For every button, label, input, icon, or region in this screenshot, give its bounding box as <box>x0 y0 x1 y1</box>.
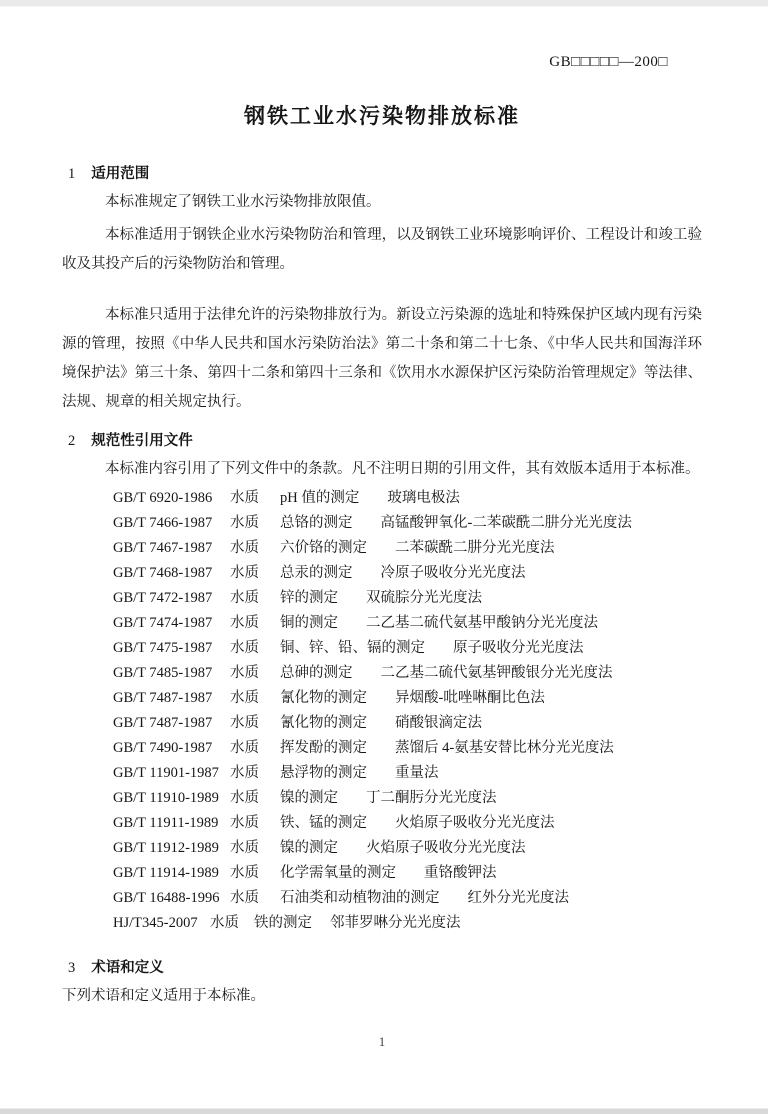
section-3-number: 3 <box>68 960 76 976</box>
reference-medium: 水质 <box>230 815 259 831</box>
reference-row <box>113 536 702 561</box>
reference-row <box>113 661 702 686</box>
reference-code: GB/T 7487-1987 <box>113 715 213 731</box>
standard-number: GB□□□□□—200□ <box>549 54 668 70</box>
reference-row <box>113 636 702 661</box>
reference-row <box>113 511 702 536</box>
reference-row <box>113 786 702 811</box>
reference-method: 丁二酮肟分光光度法 <box>366 790 497 806</box>
reference-code: GB/T 7490-1987 <box>113 740 213 756</box>
reference-code: GB/T 7468-1987 <box>113 565 213 581</box>
page-title: 钢铁工业水污染物排放标准 <box>244 105 520 128</box>
reference-code: GB/T 7474-1987 <box>113 615 213 631</box>
reference-method: 重量法 <box>395 765 439 781</box>
reference-row <box>113 861 702 886</box>
reference-row <box>113 611 702 636</box>
reference-code: HJ/T345-2007 <box>113 915 198 931</box>
reference-code: GB/T 11910-1989 <box>113 790 219 806</box>
reference-item: 石油类和动植物油的测定 <box>280 890 440 906</box>
reference-item: 氰化物的测定 <box>280 690 367 706</box>
reference-item: 挥发酚的测定 <box>280 740 367 756</box>
reference-medium: 水质 <box>230 515 259 531</box>
reference-method: 火焰原子吸收分光光度法 <box>366 840 526 856</box>
reference-method: 原子吸收分光光度法 <box>453 640 584 656</box>
reference-item: 镍的测定 <box>280 790 338 806</box>
reference-row <box>113 586 702 611</box>
reference-code: GB/T 7485-1987 <box>113 665 213 681</box>
reference-item: pH 值的测定 <box>280 490 360 506</box>
reference-code: GB/T 11912-1989 <box>113 840 219 856</box>
reference-row <box>113 711 702 736</box>
reference-item: 铁、锰的测定 <box>280 815 367 831</box>
reference-method: 冷原子吸收分光光度法 <box>380 565 526 581</box>
reference-medium: 水质 <box>230 790 259 806</box>
reference-method: 二苯碳酰二肼分光光度法 <box>395 540 555 556</box>
reference-row <box>113 811 702 836</box>
reference-method: 火焰原子吸收分光光度法 <box>395 815 555 831</box>
paragraph-scope-2: 本标准适用于钢铁企业水污染物防治和管理，以及钢铁工业环境影响评价、工程设计和竣工验收及其投产后的污染物防治和管理。 <box>62 227 702 272</box>
reference-medium: 水质 <box>230 490 259 506</box>
reference-item: 六价铬的测定 <box>280 540 367 556</box>
reference-item: 氰化物的测定 <box>280 715 367 731</box>
reference-list <box>62 486 702 936</box>
reference-method: 二乙基二硫代氨基钾酸银分光光度法 <box>380 665 613 681</box>
page-edge-top <box>0 0 768 7</box>
page-number: 1 <box>378 1035 386 1049</box>
reference-method: 红外分光光度法 <box>467 890 569 906</box>
reference-code: GB/T 16488-1996 <box>113 890 220 906</box>
reference-code: GB/T 7467-1987 <box>113 540 213 556</box>
section-3-heading <box>62 958 702 978</box>
reference-medium: 水质 <box>230 540 259 556</box>
section-3-title: 术语和定义 <box>91 960 164 976</box>
reference-method: 二乙基二硫代氨基甲酸钠分光光度法 <box>366 615 598 631</box>
reference-medium: 水质 <box>230 765 259 781</box>
paragraph-references-intro: 本标准内容引用了下列文件中的条款。凡不注明日期的引用文件，其有效版本适用于本标准。 <box>105 461 700 477</box>
section-1-title: 适用范围 <box>91 166 150 182</box>
reference-item: 锌的测定 <box>280 590 338 606</box>
reference-item: 铜的测定 <box>280 615 338 631</box>
section-2-title: 规范性引用文件 <box>91 433 193 449</box>
section-1-heading <box>62 164 702 184</box>
paragraph-terms-intro: 下列术语和定义适用于本标准。 <box>62 988 265 1004</box>
reference-medium: 水质 <box>230 640 259 656</box>
reference-method: 蒸馏后 4-氨基安替比林分光光度法 <box>395 740 614 756</box>
reference-code: GB/T 7475-1987 <box>113 640 213 656</box>
reference-method: 玻璃电极法 <box>387 490 460 506</box>
reference-method: 重铬酸钾法 <box>424 865 497 881</box>
reference-medium: 水质 <box>230 740 259 756</box>
reference-item: 总汞的测定 <box>280 565 353 581</box>
reference-method: 高锰酸钾氧化-二苯碳酰二肼分光光度法 <box>380 515 632 531</box>
reference-medium: 水质 <box>230 565 259 581</box>
reference-medium: 水质 <box>230 665 259 681</box>
page-edge-bottom <box>0 1108 768 1114</box>
reference-medium: 水质 <box>230 590 259 606</box>
reference-row <box>113 761 702 786</box>
reference-item: 化学需氧量的测定 <box>280 865 396 881</box>
reference-row <box>113 886 702 911</box>
reference-code: GB/T 11901-1987 <box>113 765 219 781</box>
reference-item: 悬浮物的测定 <box>280 765 367 781</box>
reference-item: 总砷的测定 <box>280 665 353 681</box>
reference-item: 总铬的测定 <box>280 515 353 531</box>
reference-code: GB/T 6920-1986 <box>113 490 213 506</box>
paragraph-scope-3: 本标准只适用于法律允许的污染物排放行为。新设立污染源的选址和特殊保护区域内现有污染源的管理，按照《中华人民共和国水污染防治法》第二十条和第二十七条、《中华人民共和国海洋环境保护法》第三十条、第四十二条和第四十三条和《饮用水水源保护区污染防治管理规定》等法律、法规、规章的相关规定执行。 <box>62 307 702 410</box>
reference-row <box>113 686 702 711</box>
reference-row <box>113 486 702 511</box>
reference-medium: 水质 <box>230 865 259 881</box>
reference-code: GB/T 7466-1987 <box>113 515 213 531</box>
reference-row <box>113 911 702 936</box>
reference-row <box>113 561 702 586</box>
reference-item: 铜、锌、铅、镉的测定 <box>280 640 425 656</box>
section-1-number: 1 <box>68 166 76 182</box>
reference-method: 硝酸银滴定法 <box>395 715 482 731</box>
reference-code: GB/T 11911-1989 <box>113 815 219 831</box>
paragraph-scope-1: 本标准规定了钢铁工业水污染物排放限值。 <box>105 194 381 210</box>
reference-code: GB/T 7472-1987 <box>113 590 213 606</box>
reference-row <box>113 736 702 761</box>
reference-medium: 水质 <box>230 615 259 631</box>
reference-code: GB/T 7487-1987 <box>113 690 213 706</box>
reference-code: GB/T 11914-1989 <box>113 865 219 881</box>
section-2-number: 2 <box>68 433 76 449</box>
reference-medium: 水质 <box>210 915 239 931</box>
reference-item: 镍的测定 <box>280 840 338 856</box>
reference-item: 铁的测定 <box>254 915 312 931</box>
reference-medium: 水质 <box>230 690 259 706</box>
reference-method: 双硫腙分光光度法 <box>366 590 482 606</box>
reference-method: 异烟酸-吡唑啉酮比色法 <box>395 690 545 706</box>
reference-row <box>113 836 702 861</box>
reference-medium: 水质 <box>230 890 259 906</box>
reference-medium: 水质 <box>230 840 259 856</box>
reference-medium: 水质 <box>230 715 259 731</box>
reference-method: 邻菲罗啉分光光度法 <box>330 915 461 931</box>
section-2-heading <box>62 431 702 451</box>
